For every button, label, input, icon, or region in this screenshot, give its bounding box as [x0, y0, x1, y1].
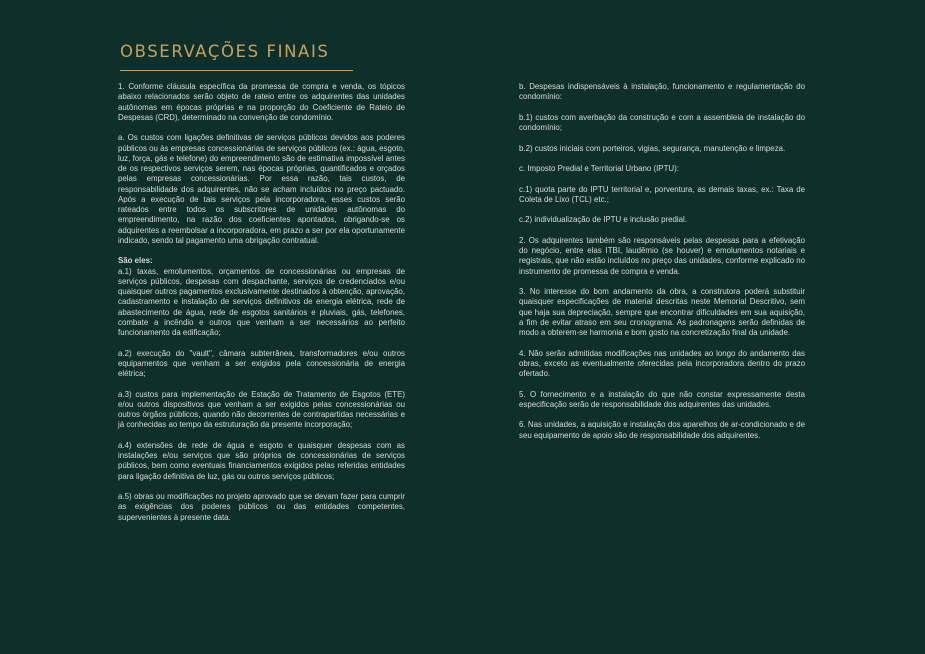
right-column: [519, 82, 805, 441]
paragraph-6: 6. Nas unidades, a aquisição e instalação dos aparelhos de ar-condicionado e de seu equipamento de apoio são de responsabilidade dos adquirentes.: [519, 420, 805, 440]
item-b1: b.1) custos com averbação da construção e com a assembleia de instalação do condomínio;: [519, 112, 805, 132]
item-c2: c.2) individualização de IPTU e inclusão predial.: [519, 215, 687, 225]
page-title: OBSERVAÇÕES FINAIS: [120, 42, 330, 61]
paragraph-4: 4. Não serão admitidas modificações nas unidades ao longo do andamento das obras, exceto as eventualmente oferecidas pela incorporadora dentro do prazo ofertado.: [519, 348, 805, 378]
item-a5: a.5) obras ou modificações no projeto aprovado que se devam fazer para cumprir as exigências dos poderes públicos ou das entidades competentes, supervenientes à presente data.: [118, 492, 405, 522]
sao-eles-heading: São eles:: [118, 256, 153, 266]
item-a1: a.1) taxas, emolumentos, orçamentos de concessionárias ou empresas de serviços públicos, despesas com despachante, serviços de credenciados e/ou quaisquer outros pagamentos exclusivamente destinados à obtenção, aprovação, cadastramento e instalação de serviços definitivos de energia elétrica, rede de abastecimento de água, rede de esgotos sanitários e pluviais, gás, telefones, combate a incêndio e outros que venham a ser necessários ao perfeito funcionamento da edificação;: [118, 266, 405, 337]
title-divider: [120, 70, 353, 71]
paragraph-5: 5. O fornecimento e a instalação do que não constar expressamente desta especificação serão de responsabilidade dos adquirentes das unidades.: [519, 389, 805, 409]
item-a2: a.2) execução do "vault", câmara subterrânea, transformadores e/ou outros equipamentos que venham a ser exigidos pela concessionária de energia elétrica;: [118, 348, 405, 378]
item-a3: a.3) custos para implementação de Estação de Tratamento de Esgotos (ETE) e/ou outros dispositivos que venham a ser exigidos pelas concessionárias ou outros órgãos públicos, quando não decorrentes de contrapartidas necessárias e já conhecidas ao tempo da estruturação da presente incorporação;: [118, 389, 405, 430]
item-c1: c.1) quota parte do IPTU territorial e, porventura, as demais taxas, ex.: Taxa de Coleta de Lixo (TCL) etc.;: [519, 184, 805, 204]
paragraph-b: b. Despesas indispensáveis à instalação, funcionamento e regulamentação do condomínio:: [519, 82, 805, 102]
item-a4: a.4) extensões de rede de água e esgoto e quaisquer despesas com as instalações e/ou serviços que são próprios de concessionárias de serviços públicos, bem como eventuais financiamentos exigidos pelas referidas entidades para ligação definitiva de luz, gás ou outros serviços públicos;: [118, 440, 405, 481]
paragraph-1: 1. Conforme cláusula específica da promessa de compra e venda, os tópicos abaixo relacionados serão objeto de rateio entre os adquirentes das unidades autônomas em épocas próprias e na proporção do Coeficiente de Rateio de Despesas (CRD), determinado na convenção de condomínio.: [118, 82, 405, 122]
paragraph-c: c. Imposto Predial e Territorial Urbano (IPTU):: [519, 164, 679, 173]
paragraph-2: 2. Os adquirentes também são responsáveis pelas despesas para a efetivação do negócio, entre elas ITBI, laudêmio (se houver) e emolumentos notariais e registrais, que não estão incluídos no preço das unidades, conforme explicado no instrumento de promessa de compra e venda.: [519, 235, 805, 276]
left-column: [118, 82, 405, 523]
paragraph-a: a. Os custos com ligações definitivas de serviços públicos devidos aos poderes públicos ou às empresas concessionárias de serviços públicos (ex.: água, esgoto, luz, força, gás e telefone) do empreendimento são de estimativa impossível antes de os respectivos serviços serem, nas épocas próprias, quantificados e orçados pelas empresas concessionárias. Por essa razão, tais custos, de responsabilidade dos adquirentes, não se acham incluídos no preço pactuado. Após a execução de tais serviços pela incorporadora, esses custos serão rateados entre todos os subscritores de unidades autônomas do empreendimento, na razão dos coeficientes apontados, obrigando-se os adquirentes a reembolsar a incorporadora, em prazo a ser por ela oportunamente indicado, sendo tal pagamento uma obrigação contratual.: [118, 133, 405, 245]
item-b2: b.2) custos iniciais com porteiros, vigias, segurança, manutenção e limpeza.: [519, 143, 786, 153]
paragraph-3: 3. No interesse do bom andamento da obra, a construtora poderá substituir quaisquer especificações de material descritas neste Memorial Descritivo, sem que haja sua depreciação, sempre que encontrar dificuldades em sua aquisição, a fim de evitar atraso em seu cronograma. As padronagens serão definidas de modo a obterem-se harmonia e bom gosto na concretização final da unidade.: [519, 287, 805, 337]
